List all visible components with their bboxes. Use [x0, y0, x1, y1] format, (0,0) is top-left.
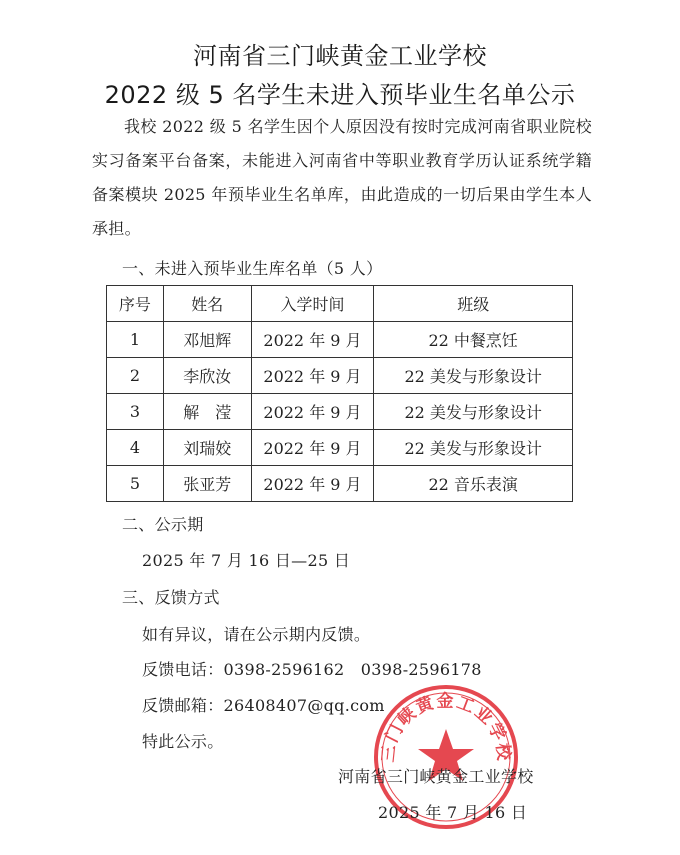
feedback-phone: 反馈电话：0398-2596162 0398-2596178: [142, 660, 482, 679]
cell-class: 22 美发与形象设计: [374, 394, 573, 430]
cell-index: 4: [107, 430, 164, 466]
table-row: [107, 466, 573, 502]
cell-class: 22 美发与形象设计: [374, 358, 573, 394]
table-header-row: [107, 286, 573, 322]
cell-class: 22 音乐表演: [374, 466, 573, 502]
cell-name: 刘瑞姣: [163, 430, 251, 466]
doc-title-line1: 河南省三门峡黄金工业学校: [193, 42, 487, 70]
notice-period: 2025 年 7 月 16 日—25 日: [142, 551, 351, 570]
cell-name: 解 滢: [163, 394, 251, 430]
feedback-note: 如有异议，请在公示期内反馈。: [142, 625, 371, 644]
table-row: [107, 322, 573, 358]
cell-name: 李欣汝: [163, 358, 251, 394]
roster-table: [106, 285, 573, 502]
table-row: [107, 430, 573, 466]
cell-name: 邓旭辉: [163, 322, 251, 358]
section2-heading: 二、公示期: [122, 515, 204, 534]
cell-index: 2: [107, 358, 164, 394]
seal-text: 三门峡黄金工业学校: [378, 691, 514, 764]
cell-enroll-date: 2022 年 9 月: [251, 466, 374, 502]
section1-heading: 一、未进入预毕业生库名单（5 人）: [122, 259, 383, 278]
cell-class: 22 中餐烹饪: [374, 322, 573, 358]
table-row: [107, 394, 573, 430]
cell-index: 5: [107, 466, 164, 502]
intro-paragraph: 我校 2022 级 5 名学生因个人原因没有按时完成河南省职业院校实习备案平台备案，未能进入河南省中等职业教育学历认证系统学籍备案模块 2025 年预毕业生名单库，由此造成的一切后果由学生本人承担。: [92, 117, 592, 238]
cell-enroll-date: 2022 年 9 月: [251, 322, 374, 358]
cell-enroll-date: 2022 年 9 月: [251, 394, 374, 430]
header-class: 班级: [374, 286, 573, 322]
closing-text: 特此公示。: [142, 732, 224, 751]
table-row: [107, 358, 573, 394]
header-enroll-date: 入学时间: [251, 286, 374, 322]
cell-name: 张亚芳: [163, 466, 251, 502]
header-index: 序号: [107, 286, 164, 322]
doc-title-line2: 2022 级 5 名学生未进入预毕业生名单公示: [104, 81, 576, 109]
section3-heading: 三、反馈方式: [122, 588, 220, 607]
signature-date: 2025 年 7 月 16 日: [378, 803, 528, 822]
signature-org: 河南省三门峡黄金工业学校: [338, 767, 534, 786]
cell-index: 1: [107, 322, 164, 358]
cell-enroll-date: 2022 年 9 月: [251, 430, 374, 466]
cell-enroll-date: 2022 年 9 月: [251, 358, 374, 394]
header-name: 姓名: [163, 286, 251, 322]
cell-index: 3: [107, 394, 164, 430]
feedback-email: 反馈邮箱：26408407@qq.com: [142, 696, 385, 715]
cell-class: 22 美发与形象设计: [374, 430, 573, 466]
